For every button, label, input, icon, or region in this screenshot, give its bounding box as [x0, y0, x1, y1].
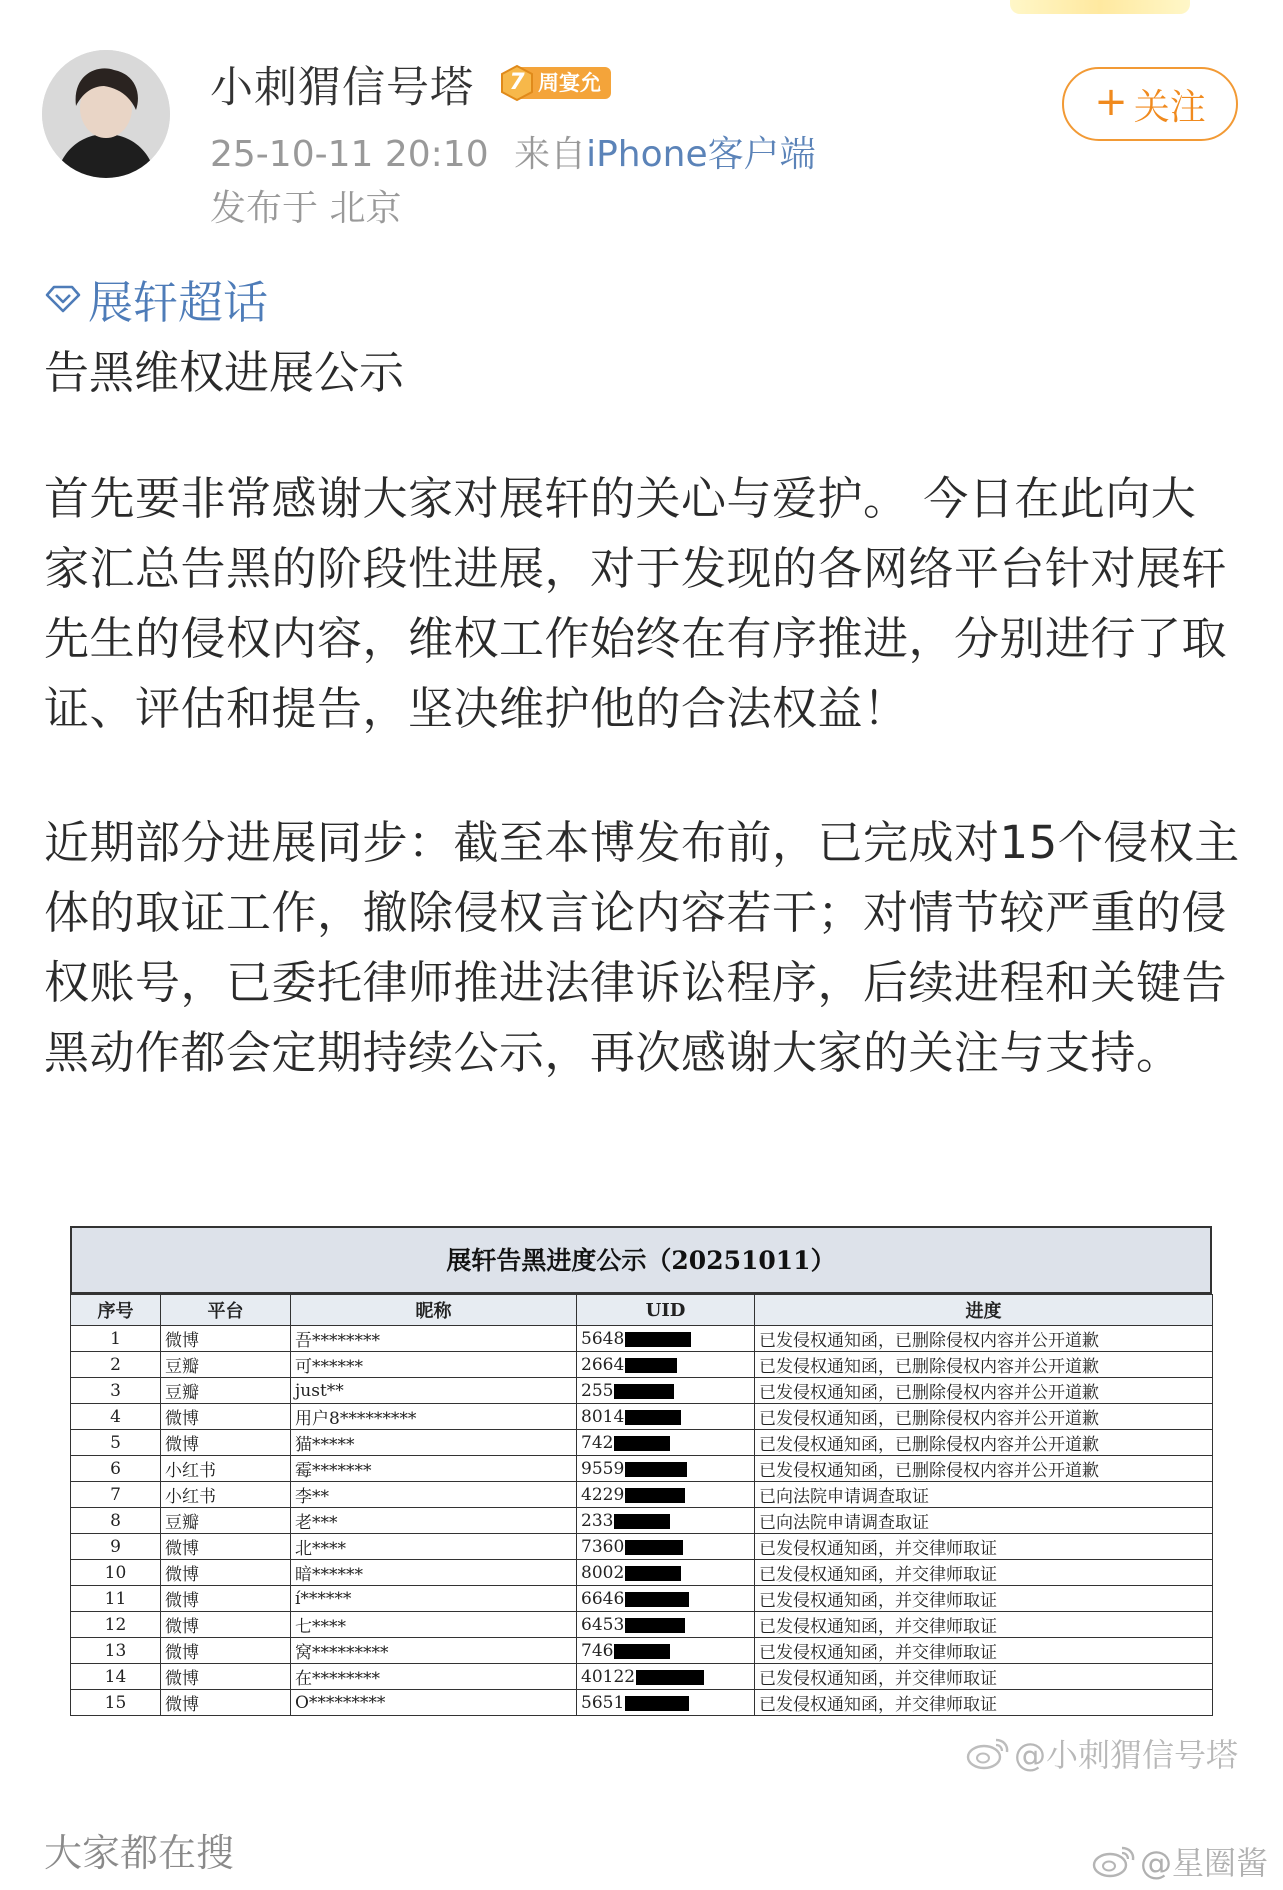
post-paragraph-2: 近期部分进展同步：截至本博发布前，已完成对15个侵权主体的取证工作，撤除侵权言论内容若干；对情节较严重的侵权账号，已委托律师推进法律诉讼程序，后续进程和关键告黑动作都会定期持续公示，再次感谢大家的关注与支持。 [44, 816, 1240, 1079]
cell-no-text: 3 [110, 1380, 121, 1401]
cell-nickname-text: 可****** [295, 1357, 363, 1377]
table-row [71, 1560, 1213, 1586]
cell-no [71, 1482, 161, 1508]
cell-nickname [291, 1638, 577, 1664]
cell-nickname-text: 窝********* [295, 1643, 389, 1663]
cell-platform [161, 1612, 291, 1638]
supertopic-label: 展轩超话 [88, 276, 269, 329]
cell-no [71, 1638, 161, 1664]
cell-no [71, 1560, 161, 1586]
cell-progress [755, 1560, 1213, 1586]
redaction-bar [614, 1514, 670, 1529]
table-title: 展轩告黑进度公示（20251011） [70, 1226, 1212, 1294]
cell-progress-text: 已发侵权通知函，已删除侵权内容并公开道歉 [759, 1435, 1099, 1455]
trending-search-header: 大家都在搜 [44, 1831, 235, 1875]
cell-nickname-text: í****** [295, 1588, 352, 1609]
cell-uid [577, 1612, 755, 1638]
weibo-watermark [966, 1730, 1238, 1776]
cell-uid-text: 9559 [581, 1458, 625, 1479]
post-title: 告黑维权进展公示 [44, 346, 405, 399]
cell-platform [161, 1404, 291, 1430]
cell-uid-text: 6646 [581, 1588, 625, 1609]
cell-platform-text: 微博 [165, 1331, 199, 1351]
weibo-logo-icon [966, 1736, 1010, 1770]
cell-nickname-text: O********* [295, 1692, 386, 1713]
cell-progress [755, 1586, 1213, 1612]
cell-uid-text: 2664 [581, 1354, 625, 1375]
cell-platform-text: 微博 [165, 1435, 199, 1455]
diamond-icon [44, 284, 82, 314]
cell-nickname [291, 1352, 577, 1378]
cell-uid-text: 746 [581, 1640, 614, 1661]
cell-platform [161, 1638, 291, 1664]
redaction-bar [625, 1540, 683, 1555]
cell-platform-text: 微博 [165, 1617, 199, 1637]
cell-no [71, 1430, 161, 1456]
cell-platform-text: 豆瓣 [165, 1383, 199, 1403]
redaction-bar [614, 1436, 670, 1451]
redaction-bar [625, 1462, 687, 1477]
cell-uid-text: 233 [581, 1510, 614, 1531]
redaction-bar [625, 1332, 691, 1347]
cell-progress [755, 1534, 1213, 1560]
col-header-progress: 进度 [755, 1295, 1213, 1326]
cell-uid [577, 1404, 755, 1430]
cell-progress-text: 已发侵权通知函，已删除侵权内容并公开道歉 [759, 1383, 1099, 1403]
cell-nickname-text: 猫***** [295, 1435, 355, 1455]
redaction-bar [614, 1384, 674, 1399]
cell-uid [577, 1638, 755, 1664]
cell-platform [161, 1352, 291, 1378]
cell-progress [755, 1664, 1213, 1690]
table-row [71, 1378, 1213, 1404]
cell-progress [755, 1638, 1213, 1664]
cell-nickname [291, 1664, 577, 1690]
redaction-bar [625, 1358, 677, 1373]
cell-no-text: 13 [104, 1640, 127, 1661]
col-header-uid: UID [577, 1295, 755, 1326]
table-header-row [71, 1295, 1213, 1326]
cell-uid [577, 1482, 755, 1508]
post-location: 发布于 北京 [210, 188, 402, 229]
cell-progress-text: 已发侵权通知函，并交律师取证 [759, 1643, 997, 1663]
cell-nickname [291, 1690, 577, 1716]
cell-uid [577, 1456, 755, 1482]
cell-platform-text: 微博 [165, 1565, 199, 1585]
cell-nickname [291, 1612, 577, 1638]
badge-level-icon [498, 64, 536, 102]
table-row [71, 1430, 1213, 1456]
cell-no-text: 8 [110, 1510, 121, 1531]
cell-platform [161, 1664, 291, 1690]
cell-uid-text: 742 [581, 1432, 614, 1453]
cell-progress [755, 1404, 1213, 1430]
cell-platform-text: 微博 [165, 1695, 199, 1715]
cell-no [71, 1612, 161, 1638]
cell-nickname-text: 李** [295, 1487, 329, 1507]
watermark-handle: @小刺猬信号塔 [1014, 1736, 1239, 1774]
cell-no-text: 11 [104, 1588, 127, 1609]
plus-icon: + [1094, 79, 1128, 125]
cell-uid [577, 1586, 755, 1612]
cell-no-text: 7 [110, 1484, 121, 1505]
cell-uid [577, 1352, 755, 1378]
cell-uid-text: 7360 [581, 1536, 625, 1557]
cell-platform-text: 微博 [165, 1409, 199, 1429]
cell-platform-text: 豆瓣 [165, 1513, 199, 1533]
cell-progress [755, 1326, 1213, 1352]
cell-nickname [291, 1534, 577, 1560]
cell-progress-text: 已发侵权通知函，并交律师取证 [759, 1591, 997, 1611]
cell-progress-text: 已发侵权通知函，已删除侵权内容并公开道歉 [759, 1357, 1099, 1377]
avatar-image [42, 50, 170, 178]
table-row [71, 1404, 1213, 1430]
cell-progress [755, 1430, 1213, 1456]
cell-platform [161, 1430, 291, 1456]
cell-no [71, 1664, 161, 1690]
progress-table-image[interactable] [68, 1224, 1214, 1716]
follow-button[interactable] [1062, 67, 1238, 141]
cell-uid-text: 4229 [581, 1484, 625, 1505]
cell-platform [161, 1690, 291, 1716]
cell-progress-text: 已发侵权通知函，并交律师取证 [759, 1539, 997, 1559]
post-paragraph-1: 首先要非常感谢大家对展轩的关心与爱护。 今日在此向大家汇总告黑的阶段性进展，对于发现的各网络平台针对展轩先生的侵权内容，维权工作始终在有序推进，分别进行了取证、评估和提告，坚决维护他的合法权益！ [44, 472, 1228, 735]
weibo-logo-icon [1092, 1844, 1136, 1878]
cell-progress-text: 已向法院申请调查取证 [759, 1487, 929, 1507]
cell-nickname-text: 用户8********* [295, 1409, 417, 1429]
cell-platform [161, 1508, 291, 1534]
redaction-bar [625, 1488, 685, 1503]
cell-nickname-text: 在******** [295, 1669, 380, 1689]
username[interactable]: 小刺猬信号塔 [210, 63, 474, 113]
cell-uid [577, 1664, 755, 1690]
progress-table [70, 1294, 1213, 1716]
cell-platform [161, 1456, 291, 1482]
supertopic-link[interactable] [44, 266, 268, 331]
cell-no-text: 10 [104, 1562, 127, 1583]
cell-progress [755, 1378, 1213, 1404]
col-header-nickname: 昵称 [291, 1295, 577, 1326]
cell-uid-text: 40122 [581, 1666, 636, 1687]
cell-progress [755, 1482, 1213, 1508]
redaction-bar [625, 1696, 689, 1711]
cell-progress-text: 已发侵权通知函，已删除侵权内容并公开道歉 [759, 1409, 1099, 1429]
cell-progress-text: 已发侵权通知函，已删除侵权内容并公开道歉 [759, 1461, 1099, 1481]
cell-nickname-text: 吾******** [295, 1331, 380, 1351]
cell-nickname [291, 1482, 577, 1508]
table-row [71, 1456, 1213, 1482]
cell-no-text: 14 [104, 1666, 127, 1687]
cell-progress [755, 1508, 1213, 1534]
cell-platform [161, 1378, 291, 1404]
cell-uid [577, 1378, 755, 1404]
cell-no-text: 12 [104, 1614, 127, 1635]
cell-nickname [291, 1586, 577, 1612]
cell-uid-text: 255 [581, 1380, 614, 1401]
cell-platform [161, 1326, 291, 1352]
post-timestamp: 25-10-11 20:10 [210, 134, 489, 175]
table-row [71, 1612, 1213, 1638]
cell-uid [577, 1430, 755, 1456]
cell-platform [161, 1534, 291, 1560]
cell-uid [577, 1690, 755, 1716]
cell-no-text: 6 [110, 1458, 121, 1479]
cell-no-text: 1 [110, 1328, 121, 1349]
cell-progress-text: 已发侵权通知函，并交律师取证 [759, 1695, 997, 1715]
cell-no [71, 1586, 161, 1612]
cell-nickname [291, 1326, 577, 1352]
cell-no [71, 1508, 161, 1534]
cell-platform [161, 1482, 291, 1508]
cell-progress-text: 已向法院申请调查取证 [759, 1513, 929, 1533]
cell-nickname [291, 1456, 577, 1482]
cell-no-text: 5 [110, 1432, 121, 1453]
watermark-bottom-handle: @星圈酱 [1140, 1844, 1269, 1882]
top-decoration [1010, 0, 1190, 14]
badge-level: 7 [509, 70, 525, 95]
redaction-bar [625, 1410, 681, 1425]
cell-nickname [291, 1378, 577, 1404]
cell-no [71, 1534, 161, 1560]
cell-progress-text: 已发侵权通知函，并交律师取证 [759, 1617, 997, 1637]
cell-platform [161, 1560, 291, 1586]
redaction-bar [625, 1566, 681, 1581]
table-row [71, 1586, 1213, 1612]
cell-nickname-text: 北**** [295, 1539, 346, 1559]
cell-no [71, 1352, 161, 1378]
cell-no [71, 1404, 161, 1430]
cell-progress-text: 已发侵权通知函，并交律师取证 [759, 1669, 997, 1689]
cell-nickname-text: just** [295, 1380, 344, 1401]
follow-label: 关注 [1133, 86, 1206, 128]
cell-no [71, 1378, 161, 1404]
cell-platform [161, 1586, 291, 1612]
cell-uid-text: 8002 [581, 1562, 625, 1583]
post-meta [210, 126, 816, 177]
table-row [71, 1326, 1213, 1352]
cell-uid [577, 1534, 755, 1560]
cell-no [71, 1326, 161, 1352]
redaction-bar [625, 1618, 685, 1633]
cell-nickname-text: 暗****** [295, 1565, 363, 1585]
cell-platform-text: 微博 [165, 1591, 199, 1611]
table-row [71, 1664, 1213, 1690]
cell-uid-text: 5648 [581, 1328, 625, 1349]
table-row [71, 1508, 1213, 1534]
cell-no-text: 15 [104, 1692, 127, 1713]
cell-platform-text: 小红书 [165, 1461, 216, 1481]
cell-nickname-text: 七**** [295, 1617, 346, 1637]
member-badge[interactable] [498, 63, 611, 103]
redaction-bar [614, 1644, 670, 1659]
redaction-bar [636, 1670, 704, 1685]
weibo-watermark-bottom [1092, 1838, 1268, 1884]
cell-no-text: 4 [110, 1406, 121, 1427]
table-row [71, 1690, 1213, 1716]
cell-platform-text: 微博 [165, 1539, 199, 1559]
cell-progress [755, 1690, 1213, 1716]
cell-progress-text: 已发侵权通知函，并交律师取证 [759, 1565, 997, 1585]
table-row [71, 1352, 1213, 1378]
table-row [71, 1638, 1213, 1664]
cell-no [71, 1690, 161, 1716]
cell-progress [755, 1352, 1213, 1378]
cell-uid-text: 6453 [581, 1614, 625, 1635]
cell-nickname [291, 1430, 577, 1456]
col-header-no: 序号 [71, 1295, 161, 1326]
source-app-link[interactable]: iPhone客户端 [586, 134, 816, 175]
cell-uid [577, 1560, 755, 1586]
cell-no-text: 9 [110, 1536, 121, 1557]
cell-uid [577, 1508, 755, 1534]
cell-platform-text: 豆瓣 [165, 1357, 199, 1377]
cell-uid-text: 5651 [581, 1692, 625, 1713]
cell-no-text: 2 [110, 1354, 121, 1375]
cell-progress-text: 已发侵权通知函，已删除侵权内容并公开道歉 [759, 1331, 1099, 1351]
cell-no [71, 1456, 161, 1482]
cell-platform-text: 微博 [165, 1643, 199, 1663]
cell-progress [755, 1456, 1213, 1482]
cell-nickname-text: 霉******* [295, 1461, 372, 1481]
cell-platform-text: 小红书 [165, 1487, 216, 1507]
table-row [71, 1534, 1213, 1560]
cell-nickname [291, 1560, 577, 1586]
badge-label: 周宴允 [514, 67, 611, 99]
col-header-platform: 平台 [161, 1295, 291, 1326]
cell-nickname [291, 1404, 577, 1430]
cell-nickname-text: 老*** [295, 1513, 338, 1533]
cell-nickname [291, 1508, 577, 1534]
cell-platform-text: 微博 [165, 1669, 199, 1689]
cell-progress [755, 1612, 1213, 1638]
source-prefix: 来自 [514, 134, 587, 175]
table-row [71, 1482, 1213, 1508]
redaction-bar [625, 1592, 689, 1607]
avatar[interactable] [42, 50, 170, 178]
cell-uid [577, 1326, 755, 1352]
cell-uid-text: 8014 [581, 1406, 625, 1427]
